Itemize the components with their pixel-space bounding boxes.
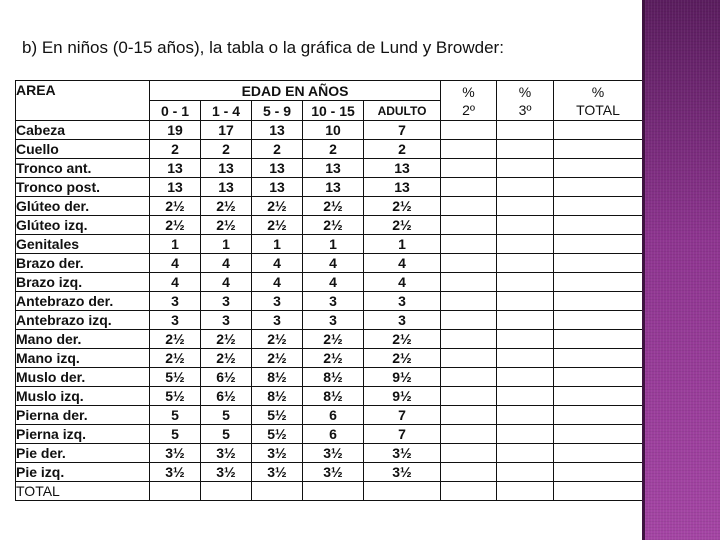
- blank-entry-cell: [497, 254, 554, 273]
- value-cell: 13: [252, 121, 303, 140]
- table-row: [16, 463, 643, 482]
- area-column-header: AREA: [16, 81, 150, 121]
- blank-entry-cell: [554, 292, 643, 311]
- pct-3rd-symbol: %: [518, 83, 532, 100]
- value-cell: 2½: [303, 197, 364, 216]
- blank-entry-cell: [497, 311, 554, 330]
- table-row: [16, 444, 643, 463]
- value-cell: 2½: [150, 349, 201, 368]
- blank-entry-cell: [441, 311, 497, 330]
- blank-entry-cell: [441, 159, 497, 178]
- value-cell: 4: [252, 273, 303, 292]
- value-cell: 4: [364, 254, 441, 273]
- value-cell: 2½: [252, 197, 303, 216]
- blank-entry-cell: [497, 387, 554, 406]
- lund-browder-table: [15, 80, 643, 501]
- value-cell: 1: [150, 235, 201, 254]
- area-cell: Pierna izq.: [16, 425, 150, 444]
- value-cell: 13: [252, 178, 303, 197]
- blank-entry-cell: [252, 482, 303, 501]
- value-cell: 5: [201, 406, 252, 425]
- blank-entry-cell: [441, 482, 497, 501]
- table-row: [16, 235, 643, 254]
- value-cell: 4: [364, 273, 441, 292]
- value-cell: 3½: [364, 463, 441, 482]
- blank-entry-cell: [497, 482, 554, 501]
- value-cell: 2½: [150, 216, 201, 235]
- value-cell: 2½: [303, 349, 364, 368]
- value-cell: 4: [252, 254, 303, 273]
- area-cell: Pie izq.: [16, 463, 150, 482]
- blank-entry-cell: [554, 330, 643, 349]
- value-cell: 2½: [364, 197, 441, 216]
- table-row: [16, 330, 643, 349]
- blank-entry-cell: [497, 121, 554, 140]
- area-cell: Cuello: [16, 140, 150, 159]
- value-cell: 3: [364, 292, 441, 311]
- blank-entry-cell: [441, 216, 497, 235]
- table-row: [16, 254, 643, 273]
- value-cell: 13: [364, 178, 441, 197]
- pct-2nd-label: 2º: [462, 101, 475, 118]
- table-row: [16, 216, 643, 235]
- value-cell: 13: [150, 178, 201, 197]
- table-row: [16, 197, 643, 216]
- value-cell: 4: [303, 273, 364, 292]
- blank-entry-cell: [441, 444, 497, 463]
- blank-entry-cell: [441, 121, 497, 140]
- blank-entry-cell: [497, 463, 554, 482]
- blank-entry-cell: [554, 406, 643, 425]
- blank-entry-cell: [441, 254, 497, 273]
- value-cell: 5½: [252, 406, 303, 425]
- blank-entry-cell: [554, 311, 643, 330]
- value-cell: 5½: [252, 425, 303, 444]
- blank-entry-cell: [497, 159, 554, 178]
- table-row: [16, 178, 643, 197]
- blank-entry-cell: [441, 292, 497, 311]
- slide-heading: b) En niños (0-15 años), la tabla o la gráfica de Lund y Browder:: [22, 38, 504, 57]
- table-row: [16, 368, 643, 387]
- pct-3rd-degree-header: [497, 81, 554, 121]
- value-cell: 2½: [364, 330, 441, 349]
- value-cell: 3: [303, 292, 364, 311]
- area-cell: Pie der.: [16, 444, 150, 463]
- value-cell: 2: [150, 140, 201, 159]
- value-cell: 3: [150, 311, 201, 330]
- value-cell: 10: [303, 121, 364, 140]
- value-cell: 1: [303, 235, 364, 254]
- age-col-1-4: 1 - 4: [201, 101, 252, 121]
- value-cell: 8½: [303, 368, 364, 387]
- blank-entry-cell: [554, 216, 643, 235]
- blank-entry-cell: [303, 482, 364, 501]
- age-col-adulto: ADULTO: [364, 101, 441, 121]
- value-cell: 2: [201, 140, 252, 159]
- value-cell: 3: [364, 311, 441, 330]
- value-cell: 2½: [303, 330, 364, 349]
- area-cell: Antebrazo izq.: [16, 311, 150, 330]
- blank-entry-cell: [554, 349, 643, 368]
- blank-entry-cell: [497, 425, 554, 444]
- blank-entry-cell: [497, 330, 554, 349]
- blank-entry-cell: [441, 425, 497, 444]
- blank-entry-cell: [441, 197, 497, 216]
- value-cell: 8½: [303, 387, 364, 406]
- blank-entry-cell: [497, 178, 554, 197]
- blank-entry-cell: [554, 159, 643, 178]
- value-cell: 6: [303, 406, 364, 425]
- blank-entry-cell: [554, 121, 643, 140]
- blank-entry-cell: [554, 197, 643, 216]
- value-cell: 3½: [252, 444, 303, 463]
- table-row: [16, 311, 643, 330]
- value-cell: 8½: [252, 368, 303, 387]
- value-cell: 13: [201, 178, 252, 197]
- blank-entry-cell: [554, 387, 643, 406]
- value-cell: 2: [364, 140, 441, 159]
- blank-entry-cell: [441, 349, 497, 368]
- value-cell: 2½: [201, 216, 252, 235]
- pct-total-header: [554, 81, 643, 121]
- blank-entry-cell: [554, 140, 643, 159]
- blank-entry-cell: [554, 444, 643, 463]
- area-cell: Pierna der.: [16, 406, 150, 425]
- value-cell: 2½: [252, 216, 303, 235]
- table-row: [16, 140, 643, 159]
- value-cell: 7: [364, 121, 441, 140]
- blank-entry-cell: [441, 463, 497, 482]
- blank-entry-cell: [554, 425, 643, 444]
- value-cell: 5: [150, 425, 201, 444]
- age-col-10-15: 10 - 15: [303, 101, 364, 121]
- area-cell: Muslo izq.: [16, 387, 150, 406]
- value-cell: 6: [303, 425, 364, 444]
- value-cell: 13: [303, 159, 364, 178]
- blank-entry-cell: [441, 406, 497, 425]
- blank-entry-cell: [497, 140, 554, 159]
- blank-entry-cell: [441, 330, 497, 349]
- value-cell: 4: [201, 254, 252, 273]
- blank-entry-cell: [554, 273, 643, 292]
- blank-entry-cell: [497, 349, 554, 368]
- value-cell: 3½: [201, 444, 252, 463]
- value-cell: 13: [201, 159, 252, 178]
- blank-entry-cell: [441, 273, 497, 292]
- table-row: [16, 121, 643, 140]
- blank-entry-cell: [441, 387, 497, 406]
- value-cell: 1: [252, 235, 303, 254]
- value-cell: 5: [150, 406, 201, 425]
- pct-total-label: TOTAL: [576, 101, 620, 118]
- blank-entry-cell: [497, 197, 554, 216]
- value-cell: 2½: [150, 197, 201, 216]
- value-cell: 7: [364, 406, 441, 425]
- blank-entry-cell: [554, 178, 643, 197]
- total-row: [16, 482, 643, 501]
- total-label: TOTAL: [16, 482, 150, 501]
- blank-entry-cell: [554, 482, 643, 501]
- value-cell: 3: [252, 292, 303, 311]
- area-cell: Genitales: [16, 235, 150, 254]
- pct-total-symbol: %: [591, 83, 605, 100]
- value-cell: 3: [303, 311, 364, 330]
- table-row: [16, 387, 643, 406]
- value-cell: 6½: [201, 387, 252, 406]
- area-cell: Brazo izq.: [16, 273, 150, 292]
- area-cell: Antebrazo der.: [16, 292, 150, 311]
- value-cell: 2½: [252, 349, 303, 368]
- area-cell: Mano der.: [16, 330, 150, 349]
- age-group-header: EDAD EN AÑOS: [150, 81, 441, 101]
- blank-entry-cell: [441, 368, 497, 387]
- age-col-5-9: 5 - 9: [252, 101, 303, 121]
- value-cell: 4: [150, 273, 201, 292]
- value-cell: 5: [201, 425, 252, 444]
- blank-entry-cell: [150, 482, 201, 501]
- area-cell: Tronco post.: [16, 178, 150, 197]
- value-cell: 3½: [252, 463, 303, 482]
- blank-entry-cell: [441, 178, 497, 197]
- table-body: [16, 121, 643, 501]
- area-cell: Tronco ant.: [16, 159, 150, 178]
- blank-entry-cell: [554, 463, 643, 482]
- value-cell: 2½: [364, 216, 441, 235]
- age-col-0-1: 0 - 1: [150, 101, 201, 121]
- area-cell: Mano izq.: [16, 349, 150, 368]
- value-cell: 4: [303, 254, 364, 273]
- table-row: [16, 349, 643, 368]
- value-cell: 6½: [201, 368, 252, 387]
- blank-entry-cell: [497, 406, 554, 425]
- blank-entry-cell: [554, 254, 643, 273]
- value-cell: 1: [364, 235, 441, 254]
- table-row: [16, 406, 643, 425]
- value-cell: 2: [252, 140, 303, 159]
- blank-entry-cell: [441, 235, 497, 254]
- value-cell: 17: [201, 121, 252, 140]
- area-cell: Muslo der.: [16, 368, 150, 387]
- blank-entry-cell: [497, 292, 554, 311]
- value-cell: 2½: [201, 330, 252, 349]
- value-cell: 13: [303, 178, 364, 197]
- table-row: [16, 159, 643, 178]
- blank-entry-cell: [497, 444, 554, 463]
- value-cell: 3½: [150, 444, 201, 463]
- value-cell: 2½: [364, 349, 441, 368]
- value-cell: 9½: [364, 368, 441, 387]
- value-cell: 3½: [201, 463, 252, 482]
- area-cell: Brazo der.: [16, 254, 150, 273]
- value-cell: 19: [150, 121, 201, 140]
- value-cell: 3: [252, 311, 303, 330]
- area-cell: Cabeza: [16, 121, 150, 140]
- blank-entry-cell: [441, 140, 497, 159]
- blank-entry-cell: [497, 216, 554, 235]
- value-cell: 3: [150, 292, 201, 311]
- value-cell: 9½: [364, 387, 441, 406]
- blank-entry-cell: [497, 235, 554, 254]
- value-cell: 1: [201, 235, 252, 254]
- value-cell: 13: [252, 159, 303, 178]
- value-cell: 5½: [150, 368, 201, 387]
- area-cell: Glúteo izq.: [16, 216, 150, 235]
- value-cell: 3½: [303, 463, 364, 482]
- blank-entry-cell: [497, 368, 554, 387]
- pct-3rd-label: 3º: [518, 101, 532, 118]
- blank-entry-cell: [364, 482, 441, 501]
- table-row: [16, 425, 643, 444]
- value-cell: 3½: [364, 444, 441, 463]
- value-cell: 3: [201, 292, 252, 311]
- value-cell: 13: [364, 159, 441, 178]
- blank-entry-cell: [554, 368, 643, 387]
- blank-entry-cell: [201, 482, 252, 501]
- table-row: [16, 292, 643, 311]
- blank-entry-cell: [497, 273, 554, 292]
- value-cell: 2½: [201, 349, 252, 368]
- value-cell: 2: [303, 140, 364, 159]
- value-cell: 3: [201, 311, 252, 330]
- blank-entry-cell: [554, 235, 643, 254]
- table-row: [16, 273, 643, 292]
- decorative-side-panel: [642, 0, 720, 540]
- value-cell: 2½: [303, 216, 364, 235]
- value-cell: 4: [150, 254, 201, 273]
- pct-2nd-symbol: %: [462, 83, 475, 100]
- value-cell: 2½: [201, 197, 252, 216]
- value-cell: 2½: [150, 330, 201, 349]
- value-cell: 13: [150, 159, 201, 178]
- value-cell: 3½: [303, 444, 364, 463]
- area-cell: Glúteo der.: [16, 197, 150, 216]
- value-cell: 3½: [150, 463, 201, 482]
- pct-2nd-degree-header: [441, 81, 497, 121]
- value-cell: 7: [364, 425, 441, 444]
- value-cell: 5½: [150, 387, 201, 406]
- value-cell: 8½: [252, 387, 303, 406]
- value-cell: 4: [201, 273, 252, 292]
- value-cell: 2½: [252, 330, 303, 349]
